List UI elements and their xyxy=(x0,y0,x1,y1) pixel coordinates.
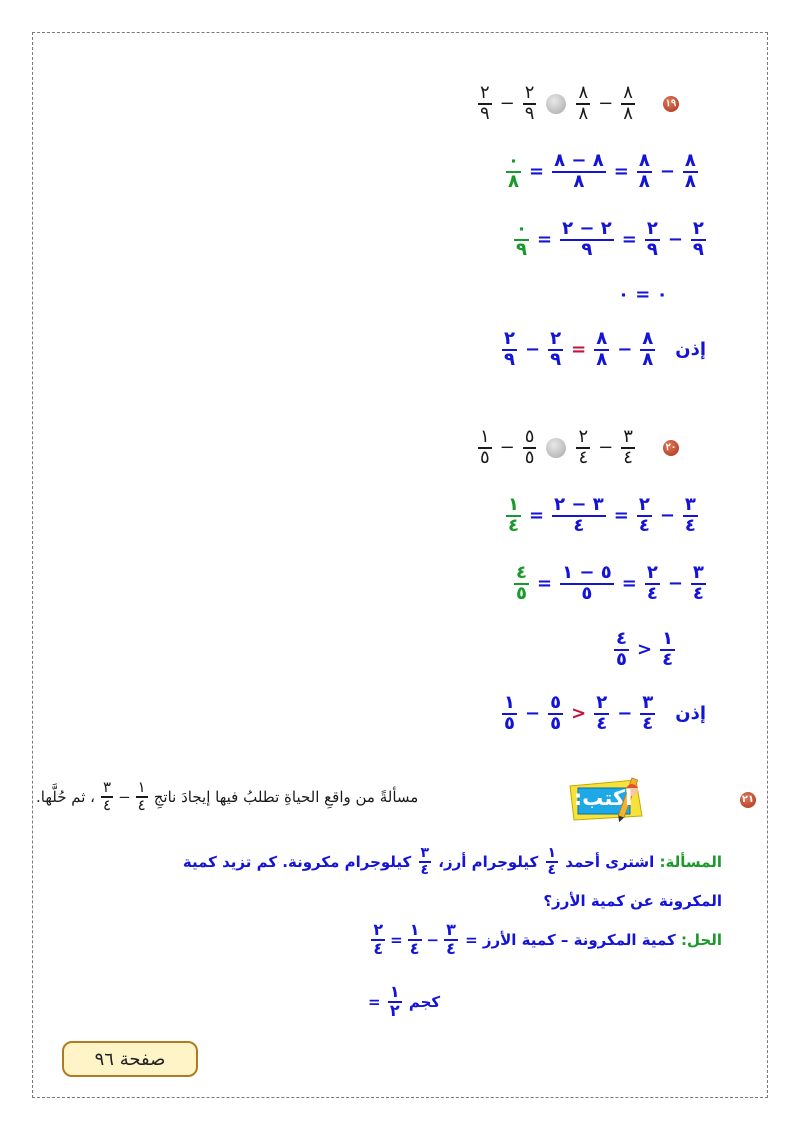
q19-conclusion: $\frac{٢}{٩}$ − $\frac{٢}{٩}$ = $\frac{٨}{٨}$ − $\frac{٨}{٨}$ إذن xyxy=(504,328,707,370)
q21-problem-line2: المكرونة عن كمية الأرز؟ xyxy=(543,892,722,910)
write-badge-label: اكتب: xyxy=(573,786,633,810)
q21-prompt: مسألةً من واقعِ الحياةِ تطلبُ فيها إيجادَ ناتجِ $\frac{٣}{٤}$ − $\frac{١}{٤}$ ، ثم حُلَّها. xyxy=(36,778,419,814)
compare-circle-icon xyxy=(546,438,566,458)
q19-step2: $\frac{٠}{٩}$ = $\frac{٢ - ٢}{٩}$ = $\frac{٢}{٩}$ − $\frac{٢}{٩}$ xyxy=(516,218,704,260)
q21-problem-line1: المسألة: اشترى أحمد $\frac{١}{٤}$ كيلوجرام أرز، $\frac{٣}{٤}$ كيلوجرام مكرونة. كم تزيد كمية xyxy=(182,845,722,878)
q21-solution: الحل: كمية المكرونة – كمية الأرز = $\frac{٢}{٤}$ = $\frac{١}{٤}$ − $\frac{٣}{٤}$ xyxy=(373,920,722,958)
page-number-label: صفحة ٩٦ xyxy=(62,1041,198,1077)
question-number-badge: ٢٠ xyxy=(663,440,679,456)
compare-circle-icon xyxy=(546,94,566,114)
q20-step2: $\frac{٤}{٥}$ = $\frac{٥ - ١}{٥}$ = $\frac{٢}{٤}$ − $\frac{٣}{٤}$ xyxy=(516,562,704,604)
question-number-badge: ٢١ xyxy=(740,792,756,808)
q20-main-expression: $\frac{١}{٥}$ − $\frac{٥}{٥}$ $\frac{٢}{٤}$ − $\frac{٣}{٤}$ ٢٠ xyxy=(476,428,679,468)
q19-main-expression: $\frac{٢}{٩}$ − $\frac{٢}{٩}$ $\frac{٨}{٨}$ − $\frac{٨}{٨}$ ١٩ xyxy=(476,84,679,124)
q20-conclusion: $\frac{١}{٥}$ − $\frac{٥}{٥}$ > $\frac{٢}{٤}$ − $\frac{٣}{٤}$ إذن xyxy=(504,692,707,734)
q21-final-answer: كجم $\frac{١}{٢}$ = xyxy=(368,982,441,1020)
q19-step3: ٠ = ٠ xyxy=(618,284,668,305)
q20-step3: $\frac{٤}{٥}$ > $\frac{١}{٤}$ xyxy=(616,628,674,670)
q19-step1: $\frac{٠}{٨}$ = $\frac{٨ - ٨}{٨}$ = $\frac{٨}{٨}$ − $\frac{٨}{٨}$ xyxy=(508,150,696,192)
question-number-badge: ١٩ xyxy=(663,96,679,112)
q20-step1: $\frac{١}{٤}$ = $\frac{٣ - ٢}{٤}$ = $\frac{٢}{٤}$ − $\frac{٣}{٤}$ xyxy=(508,494,696,536)
